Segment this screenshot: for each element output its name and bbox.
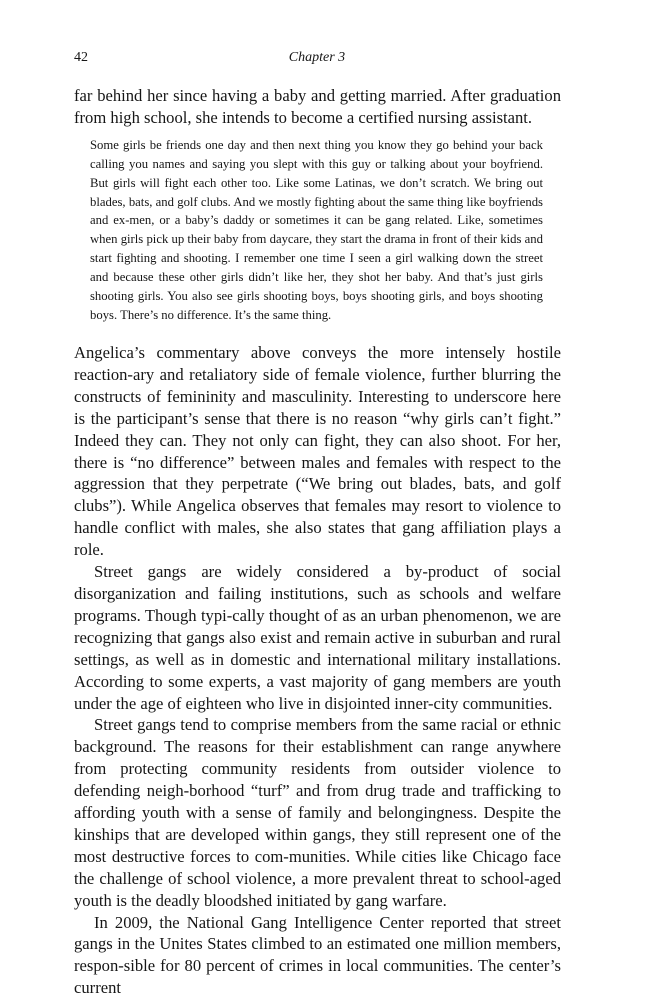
paragraph-street-gangs-membership: Street gangs tend to comprise members from the same racial or ethnic background. The reasons for their establishment can range anywhere from protecting community residents from outsider violence to defending neigh-borhood “turf” and from drug trade and trafficking to affording youth with a sense of family and belongingness. Despite the kinships that are developed within gangs, they still represent one of the most destructive forces to com-munities. While cities like Chicago face the challenge of school violence, a more prevalent threat to school-aged youth is the deadly bloodshed initiated by gang warfare. [74,715,561,910]
main-body-text [74,342,561,999]
paragraph-angelica-commentary: Angelica’s commentary above conveys the more intensely hostile reaction-ary and retaliatory side of female violence, further blurring the constructs of femininity and masculinity. Interesting to underscore here is the participant’s sense that there is no reason “why girls can’t fight.” Indeed they can. They not only can fight, they can also shoot. For her, there is “no difference” between males and females with respect to the aggression that they perpetrate (“We bring out blades, bats, and golf clubs”). While Angelica observes that females may resort to violence to handle conflict with males, she also states that gang affiliation plays a role. [74,343,561,560]
page-header [74,50,560,72]
page-number: 42 [74,50,88,65]
paragraph-2009-report: In 2009, the National Gang Intelligence Center reported that street gangs in the Unites States climbed to an estimated one million members, respon-sible for 80 percent of crimes in local communities. The center’s current [74,912,561,998]
opening-paragraph: far behind her since having a baby and getting married. After graduation from high school, she intends to become a certified nursing assistant. [74,86,561,127]
chapter-running-head: Chapter 3 [288,50,346,65]
paragraph-street-gangs-origin: Street gangs are widely considered a by-product of social disorganization and failing institutions, such as schools and welfare programs. Though typi-cally thought of as an urban phenomenon, we are recognizing that gangs also exist and remain active in suburban and rural settings, as well as in domestic and international military installations. According to some experts, a vast majority of gang members are youth under the age of eighteen who live in disjointed inner-city communities. [74,562,561,713]
interview-block-quote: Some girls be friends one day and then next thing you know they go behind your back calling you names and saying you slept with this guy or talking about your boyfriend. But girls will fight each other too. Like some Latinas, we don’t scratch. We bring out blades, bats, and golf clubs. And we mostly fighting about the same thing like boyfriends and ex-men, or a baby’s daddy or sometimes it can be gang related. Like, sometimes when girls pick up their baby from daycare, they start the drama in front of their kids and start fighting and shooting. I remember one time I seen a girl walking down the street and because these other girls didn’t like her, they shot her baby. And that’s just girls shooting girls. You also see girls shooting boys, boys shooting girls, and boys shooting boys. There’s no difference. It’s the same thing. [90,138,543,322]
opening-text [74,85,561,129]
